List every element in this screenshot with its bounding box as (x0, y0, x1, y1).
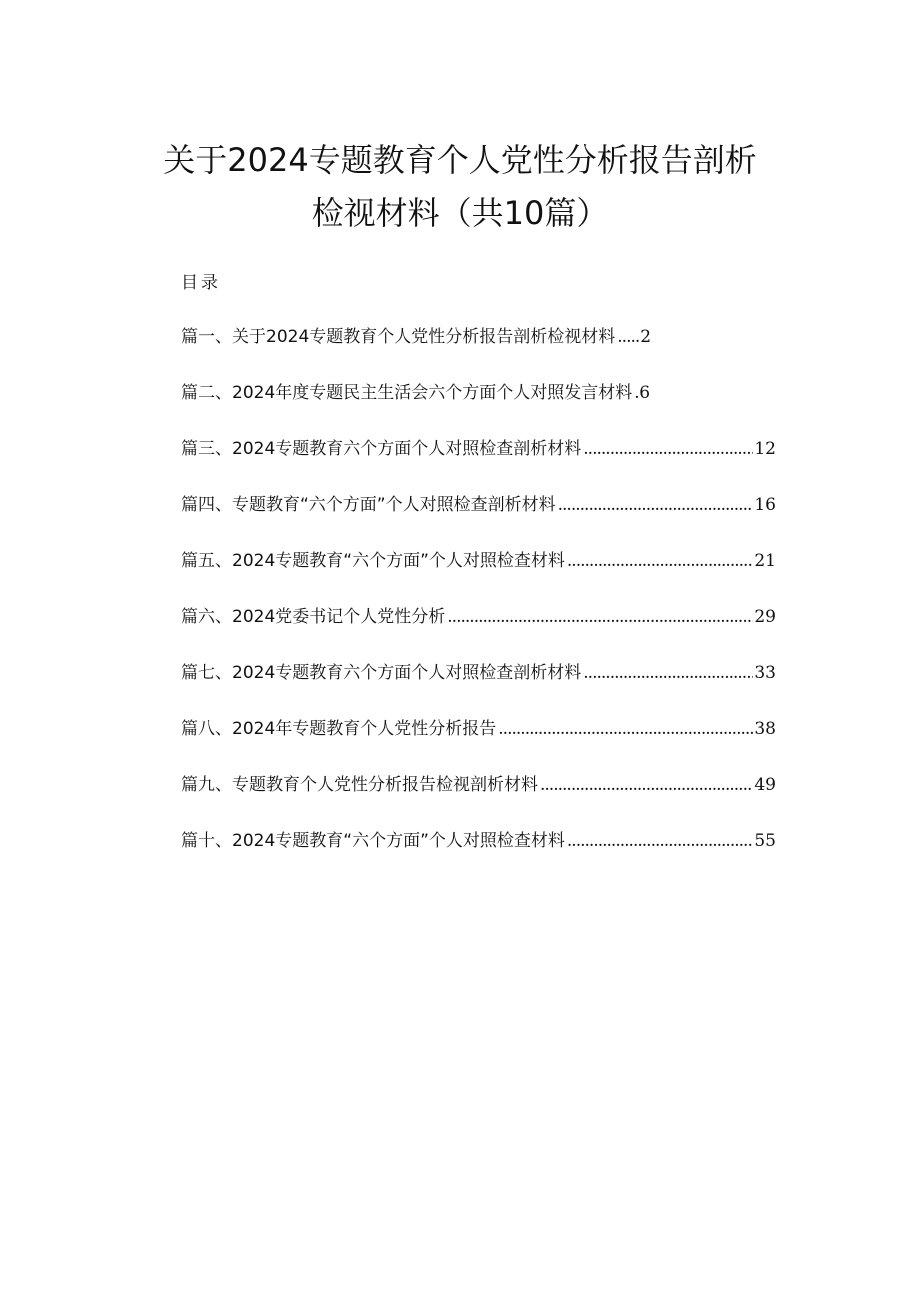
toc-entry-title: 篇二、2024年度专题民主生活会六个方面个人对照发言材料 (181, 383, 633, 403)
toc-entry[interactable] (181, 660, 776, 716)
toc-dot-leader (617, 324, 639, 350)
table-of-contents (181, 324, 776, 884)
toc-dot-leader (583, 660, 753, 686)
toc-entry-page: 2 (640, 327, 652, 347)
toc-dot-leader (498, 716, 753, 742)
toc-entry-title: 篇四、专题教育“六个方面”个人对照检查剖析材料 (181, 495, 556, 515)
toc-entry-page: 38 (754, 719, 776, 739)
toc-entry-page: 29 (754, 607, 776, 627)
toc-entry-title: 篇三、2024专题教育六个方面个人对照检查剖析材料 (181, 439, 582, 459)
toc-entry[interactable] (181, 492, 776, 548)
toc-entry[interactable] (181, 604, 776, 660)
toc-entry-page: 55 (754, 831, 776, 851)
toc-entry-page: 33 (754, 663, 776, 683)
toc-entry[interactable] (181, 828, 776, 884)
toc-dot-leader (540, 772, 753, 798)
toc-dot-leader (634, 380, 638, 406)
document-title-line-1: 关于2024专题教育个人党性分析报告剖析 (163, 141, 757, 179)
toc-dot-leader (447, 604, 753, 630)
toc-entry[interactable] (181, 324, 776, 380)
toc-dot-leader (567, 828, 753, 854)
toc-dot-leader (583, 436, 753, 462)
toc-entry-title: 篇六、2024党委书记个人党性分析 (181, 607, 446, 627)
toc-entry-page: 49 (754, 775, 776, 795)
toc-dot-leader (558, 492, 754, 518)
toc-entry[interactable] (181, 772, 776, 828)
toc-dot-leader (567, 548, 753, 574)
document-title-line-2: 检视材料（共10篇） (311, 194, 609, 232)
toc-entry-page: 21 (754, 551, 776, 571)
toc-entry[interactable] (181, 548, 776, 604)
toc-entry-title: 篇一、关于2024专题教育个人党性分析报告剖析检视材料 (181, 327, 616, 347)
toc-entry-title: 篇九、专题教育个人党性分析报告检视剖析材料 (181, 775, 538, 795)
toc-entry-title: 篇七、2024专题教育六个方面个人对照检查剖析材料 (181, 663, 582, 683)
toc-entry-page: 16 (754, 495, 776, 515)
toc-entry[interactable] (181, 716, 776, 772)
toc-entry[interactable] (181, 380, 776, 436)
toc-entry-title: 篇八、2024年专题教育个人党性分析报告 (181, 719, 497, 739)
toc-entry-page: 6 (639, 383, 651, 403)
toc-entry[interactable] (181, 436, 776, 492)
toc-heading: 目录 (181, 273, 221, 293)
toc-entry-title: 篇五、2024专题教育“六个方面”个人对照检查材料 (181, 551, 565, 571)
toc-entry-page: 12 (754, 439, 776, 459)
toc-entry-title: 篇十、2024专题教育“六个方面”个人对照检查材料 (181, 831, 565, 851)
